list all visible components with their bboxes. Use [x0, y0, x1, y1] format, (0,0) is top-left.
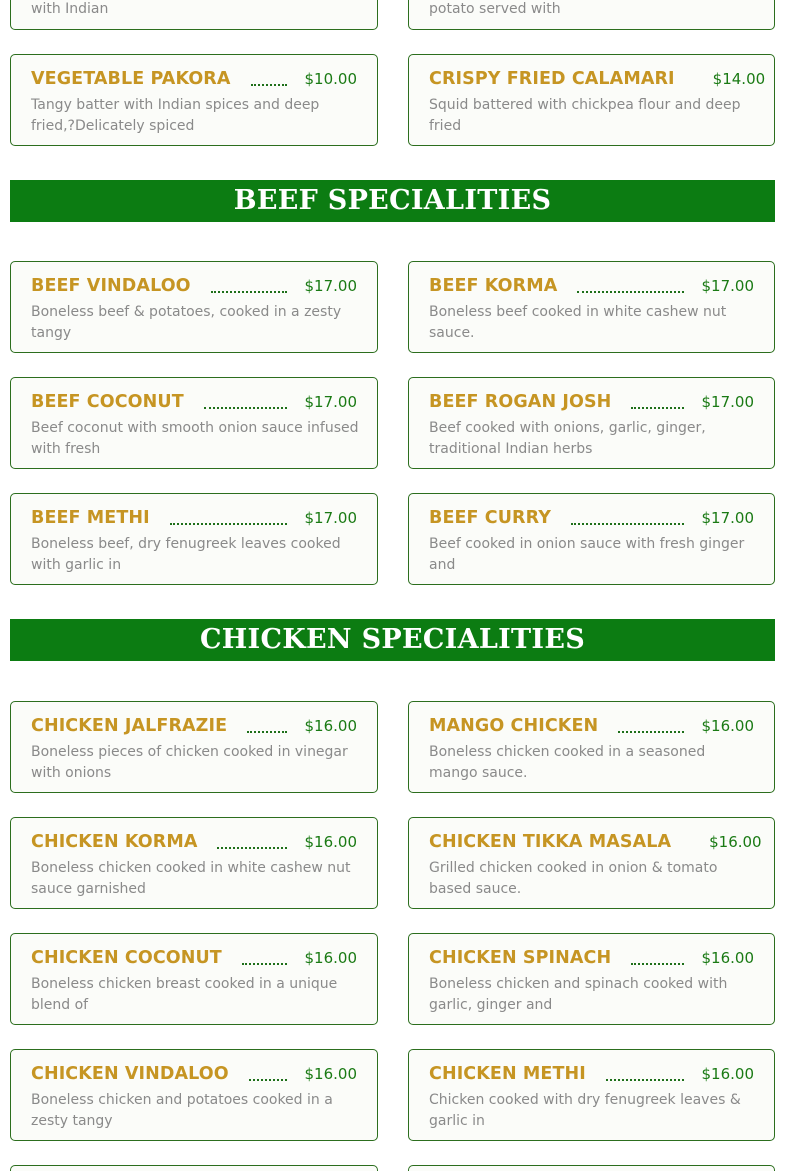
item-name: BEEF COCONUT — [31, 392, 184, 412]
item-name: BEEF ROGAN JOSH — [429, 392, 612, 412]
menu-item-card — [10, 493, 378, 585]
item-name: CRISPY FRIED CALAMARI — [429, 69, 675, 89]
item-description: Boneless chicken cooked in a seasoned mango sauce. — [429, 744, 706, 781]
menu-item-card — [408, 0, 775, 30]
item-description: Tangy batter with Indian spices and deep fried,?Delicately spiced — [31, 97, 320, 134]
item-price: $16.00 — [701, 949, 754, 967]
menu-item-card — [10, 933, 378, 1025]
item-name: CHICKEN TIKKA MASALA — [429, 832, 672, 852]
menu-item-card — [10, 701, 378, 793]
item-description: Beef cooked in onion sauce with fresh ginger and — [429, 536, 745, 573]
menu-item-card — [10, 0, 378, 30]
dotted-leader — [247, 723, 286, 733]
item-price: $17.00 — [701, 277, 754, 295]
item-name: CHICKEN VINDALOO — [31, 1064, 229, 1084]
item-description: Beef coconut with smooth onion sauce infused with fresh — [31, 420, 359, 457]
menu-item-card — [10, 817, 378, 909]
item-name: BEEF KORMA — [429, 276, 558, 296]
menu-item-card — [408, 701, 775, 793]
item-description: Boneless chicken and spinach cooked with garlic, ginger and — [429, 976, 728, 1013]
section-title-beef: BEEF SPECIALITIES — [10, 180, 775, 222]
item-name: BEEF VINDALOO — [31, 276, 191, 296]
item-description: with Indian — [31, 1, 109, 17]
item-name: CHICKEN METHI — [429, 1064, 586, 1084]
item-description: potato served with — [429, 1, 561, 17]
menu-item-card — [408, 493, 775, 585]
item-description: Boneless chicken and potatoes cooked in a zesty tangy — [31, 1092, 333, 1129]
menu-item-card — [10, 1165, 378, 1171]
item-description: Squid battered with chickpea flour and deep fried — [429, 97, 741, 134]
item-price: $16.00 — [701, 717, 754, 735]
menu-item-card — [408, 817, 775, 909]
menu-item-card — [408, 377, 775, 469]
item-description: Boneless beef, dry fenugreek leaves cooked with garlic in — [31, 536, 341, 573]
dotted-leader — [170, 515, 287, 525]
menu-item-card — [10, 54, 378, 146]
menu-item-card — [408, 261, 775, 353]
item-name: VEGETABLE PAKORA — [31, 69, 231, 89]
item-price: $17.00 — [304, 509, 357, 527]
item-description: Boneless beef cooked in white cashew nut sauce. — [429, 304, 727, 341]
dotted-leader — [606, 1071, 684, 1081]
dotted-leader — [631, 955, 683, 965]
item-price: $16.00 — [304, 833, 357, 851]
dotted-leader — [249, 1071, 287, 1081]
dotted-leader — [211, 283, 287, 293]
menu-item-card — [408, 1049, 775, 1141]
menu-item-card — [408, 1165, 775, 1171]
item-description: Boneless beef & potatoes, cooked in a zesty tangy — [31, 304, 342, 341]
menu-item-card — [408, 54, 775, 146]
item-price: $14.00 — [712, 70, 766, 88]
menu-item-card — [10, 261, 378, 353]
dotted-leader — [251, 76, 287, 86]
menu-item-card — [408, 933, 775, 1025]
item-price: $16.00 — [304, 1065, 357, 1083]
dotted-leader — [618, 723, 683, 733]
item-price: $16.00 — [304, 717, 357, 735]
dotted-leader — [577, 283, 683, 293]
item-price: $17.00 — [304, 393, 357, 411]
item-price: $17.00 — [304, 277, 357, 295]
item-name: BEEF METHI — [31, 508, 150, 528]
item-description: Beef cooked with onions, garlic, ginger, traditional Indian herbs — [429, 420, 706, 457]
item-name: BEEF CURRY — [429, 508, 552, 528]
dotted-leader — [571, 515, 683, 525]
item-description: Boneless chicken breast cooked in a unique blend of — [31, 976, 338, 1013]
item-name: CHICKEN KORMA — [31, 832, 198, 852]
item-description: Chicken cooked with dry fenugreek leaves & garlic in — [429, 1092, 741, 1129]
item-price: $17.00 — [701, 509, 754, 527]
dotted-leader — [242, 955, 287, 965]
item-name: CHICKEN COCONUT — [31, 948, 222, 968]
item-description: Boneless chicken cooked in white cashew nut sauce garnished — [31, 860, 351, 897]
menu-item-card — [10, 1049, 378, 1141]
item-price: $10.00 — [304, 70, 357, 88]
dotted-leader — [204, 399, 287, 409]
item-description: Grilled chicken cooked in onion & tomato based sauce. — [429, 860, 718, 897]
item-name: MANGO CHICKEN — [429, 716, 599, 736]
item-name: CHICKEN SPINACH — [429, 948, 612, 968]
item-name: CHICKEN JALFRAZIE — [31, 716, 228, 736]
item-price: $17.00 — [701, 393, 754, 411]
dotted-leader — [631, 399, 683, 409]
dotted-leader — [217, 839, 286, 849]
item-price: $16.00 — [304, 949, 357, 967]
item-price: $16.00 — [701, 1065, 754, 1083]
section-title-chicken: CHICKEN SPECIALITIES — [10, 619, 775, 661]
item-description: Boneless pieces of chicken cooked in vinegar with onions — [31, 744, 348, 781]
menu-item-card — [10, 377, 378, 469]
item-price: $16.00 — [709, 833, 762, 851]
